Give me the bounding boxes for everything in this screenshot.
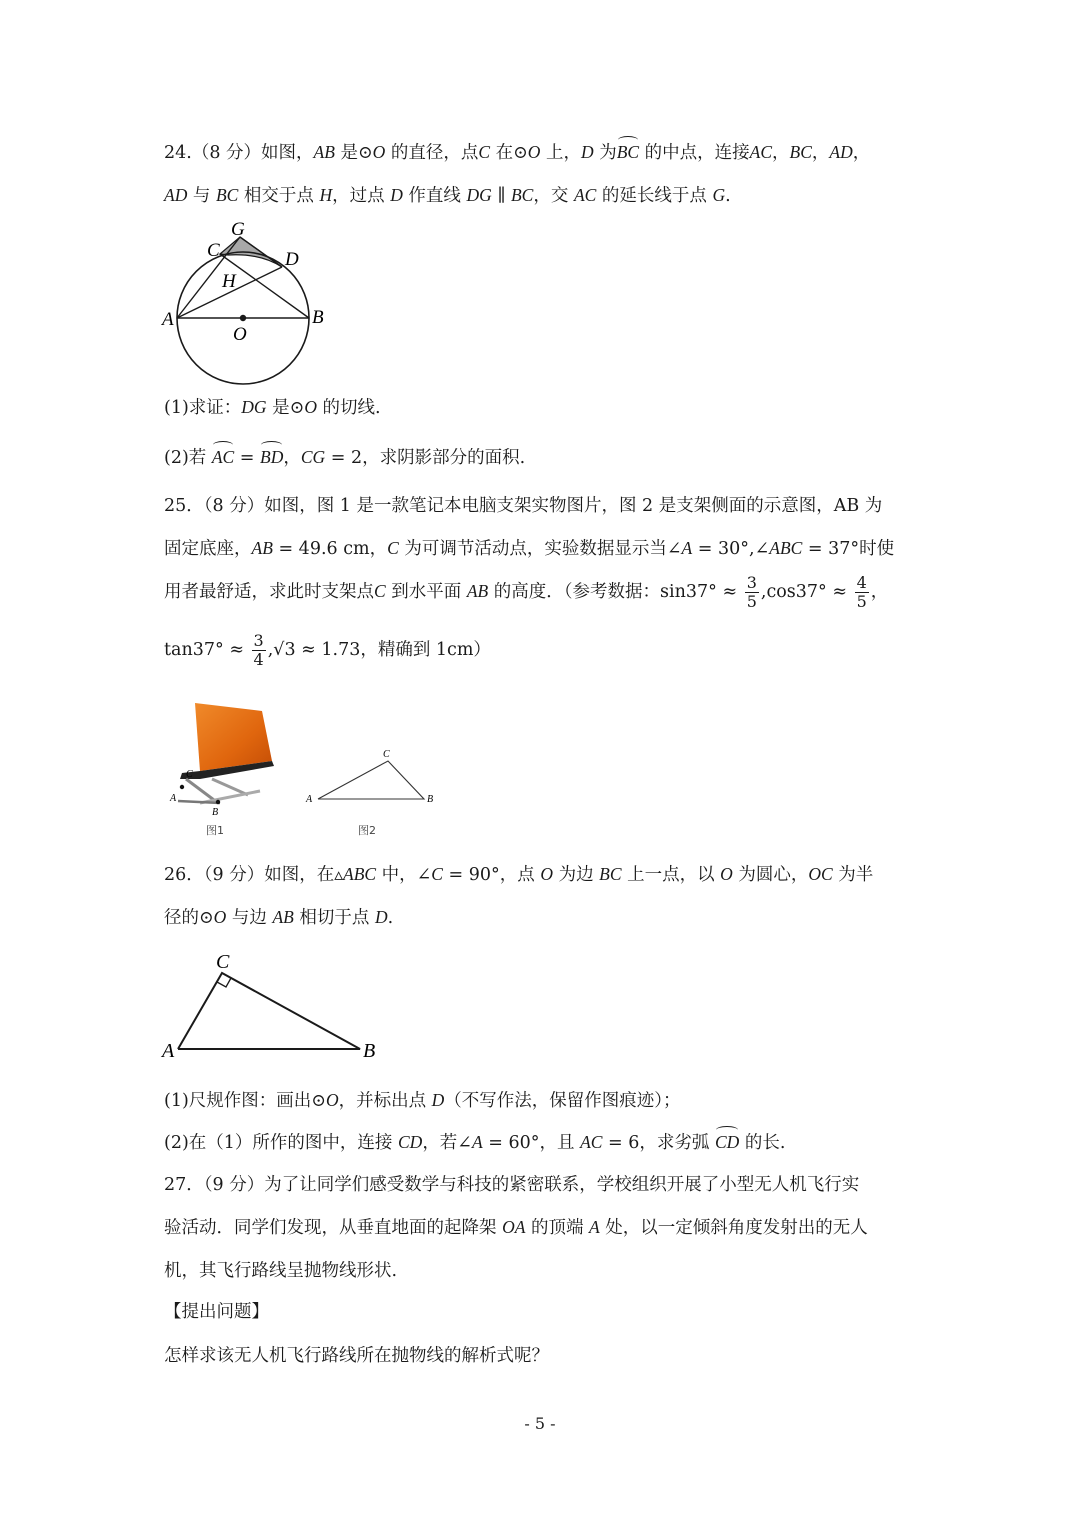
fraction-4-5: $\frac{4}{5}$ (856, 573, 867, 611)
q24-line-2: AD 与 BC 相交于点 H，过点 D 作直线 DG ∥ BC，交 AC 的延长线于点 G. (164, 185, 731, 206)
q27-line-1: 27．（9 分）为了让同学们感受数学与科技的紧密联系，学校组织开展了小型无人机飞行实 (164, 1175, 860, 1195)
arc-bc: BC (616, 142, 640, 162)
center-dot (240, 315, 246, 321)
q26-line-2: 径的⊙O 与边 AB 相切于点 D. (164, 907, 394, 928)
label-c: C (207, 240, 220, 261)
diagram-label-b: B (427, 794, 434, 805)
fraction-3-5: $\frac{3}{5}$ (746, 573, 757, 611)
q24-part-2: (2)若 AC = BD，CG = 2，求阴影部分的面积. (164, 447, 526, 468)
label-c: C (216, 951, 230, 973)
label-b: B (312, 307, 324, 328)
photo-label-b: B (212, 807, 219, 815)
laptop-screen (195, 703, 272, 771)
q26-part-2: (2)在（1）所作的图中，连接 CD，若∠A = 60°，且 AC = 6，求劣弧 CD 的长. (164, 1132, 786, 1153)
arc-bd: BD (260, 447, 284, 467)
label-a: A (162, 309, 174, 330)
label-h: H (222, 271, 236, 292)
q27-question: 怎样求该无人机飞行路线所在抛物线的解析式呢？ (164, 1346, 549, 1366)
q27-line-2: 验活动．同学们发现，从垂直地面的起降架 OA 的顶端 A 处，以一定倾斜角度发射出的无人 (164, 1217, 868, 1238)
label-o: O (233, 324, 247, 345)
page-number: - 5 - (524, 1414, 556, 1433)
caption-figure-1: 图1 (206, 824, 224, 837)
label-b: B (363, 1040, 376, 1062)
caption-figure-2: 图2 (358, 824, 376, 837)
q25-line-2: 固定底座，AB = 49.6 cm，C 为可调节活动点，实验数据显示当∠A = 30°,∠ABC = 37°时使 (164, 538, 895, 559)
label-a: A (162, 1040, 175, 1062)
diagram-label-a: A (306, 794, 313, 805)
fraction-3-4: $\frac{3}{4}$ (253, 631, 264, 669)
q25-line-4: tan37° ≈ $\frac{3}{4}$ ,√3 ≈ 1.73，精确到 1cm） (164, 631, 491, 669)
q24-part-1: (1)求证：DG 是⊙O 的切线. (164, 397, 381, 418)
q27-line-3: 机，其飞行路线呈抛物线形状. (164, 1261, 398, 1281)
q27-heading: 【提出问题】 (164, 1302, 269, 1322)
q26-right-triangle (155, 945, 395, 1070)
photo-label-a: A (170, 793, 177, 804)
arc-ac: AC (211, 447, 235, 467)
label-g: G (231, 219, 245, 240)
q26-line-1: 26．（9 分）如图，在▵ABC 中，∠C = 90°，点 O 为边 BC 上一点，以 O 为圆心，OC 为半 (164, 864, 874, 885)
stand-side-diagram (300, 740, 445, 810)
photo-label-c: C (186, 769, 193, 780)
label-d: D (285, 249, 299, 270)
laptop-stand-photo (160, 695, 280, 815)
q26-part-1: (1)尺规作图：画出⊙O，并标出点 D（不写作法，保留作图痕迹）； (164, 1090, 681, 1111)
q25-line-3: 用者最舒适，求此时支架点C 到水平面 AB 的高度．（参考数据：sin37° ≈ $\frac{3}{5}$ ,cos37° ≈ $\frac{4}{5}$ ， (164, 573, 889, 611)
triangle-abc (318, 761, 424, 799)
q24-line-1: 24.（8 分）如图，AB 是⊙O 的直径，点C 在⊙O 上，D 为BC 的中点，连接AC，BC，AD， (164, 142, 871, 163)
diagram-label-c: C (383, 749, 390, 760)
arc-cd: CD (714, 1132, 740, 1152)
q25-line-1: 25．（8 分）如图，图 1 是一款笔记本电脑支架实物图片，图 2 是支架侧面的示意图，AB 为 (164, 496, 883, 516)
q24-circle-figure (155, 215, 345, 385)
triangle-abc (178, 973, 360, 1049)
